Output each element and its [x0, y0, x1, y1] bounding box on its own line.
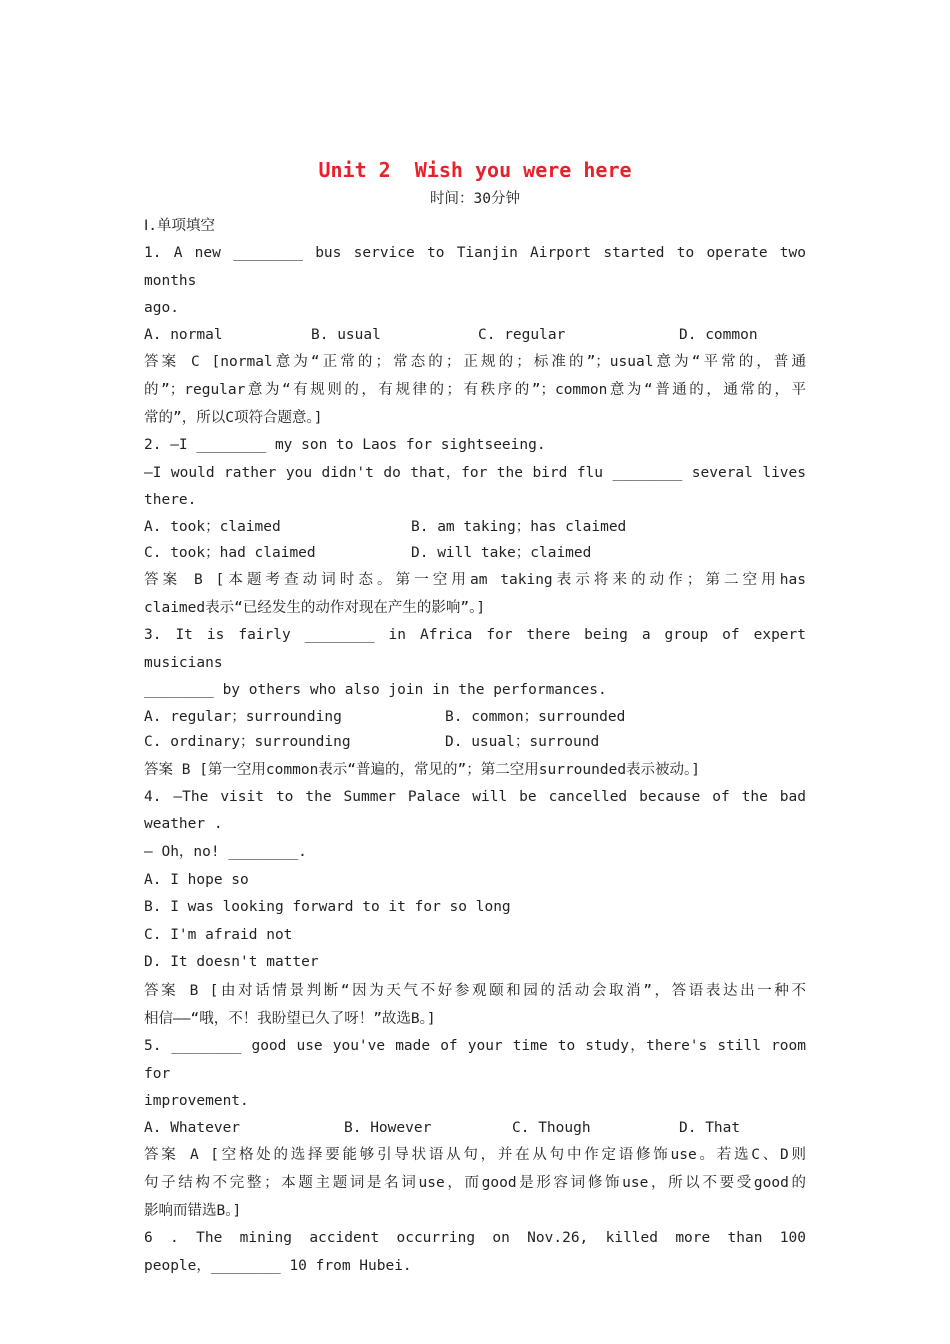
question-text: 1. A new ________ bus service to Tianjin Airport started to operate two months	[144, 245, 806, 289]
option-d: D. It doesn't matter	[144, 954, 319, 971]
answer-text: 答案 C [normal意为“正常的；常态的；正规的；标准的”；usual意为“平常的，普通	[144, 354, 806, 371]
answer-text: 答案 B [本题考查动词时态。第一空用am taking表示将来的动作；第二空用has	[144, 572, 806, 589]
answer-text: 的”；regular意为“有规则的，有规律的；有秩序的”；common意为“普通的，通常的，平	[144, 382, 806, 399]
option-a: A. regular；surrounding	[144, 708, 342, 725]
answer-text: 答案 B [第一空用common表示“普遍的，常见的”；第二空用surrounded表示被动。]	[144, 761, 701, 778]
question-2	[144, 432, 806, 622]
question-text: weather .	[144, 816, 223, 833]
question-text: 6 . The mining accident occurring on Nov.26, killed more than 100	[144, 1230, 806, 1247]
document-page	[144, 155, 806, 1280]
answer-text: claimed表示“已经发生的动作对现在产生的影响”。]	[144, 600, 486, 617]
option-b: B. am taking；has claimed	[411, 519, 627, 536]
question-text: ago.	[144, 300, 179, 317]
question-text: people，________ 10 from Hubei.	[144, 1257, 412, 1274]
answer-text: 答案 B [由对话情景判断“因为天气不好参观颐和园的活动会取消”，答语表达出一种不	[144, 983, 806, 999]
option-a: A. took；claimed	[144, 519, 281, 536]
option-b: B. However	[344, 1119, 432, 1136]
option-b: B. usual	[311, 326, 381, 343]
options-row	[144, 1116, 806, 1142]
option-a: A. normal	[144, 326, 223, 343]
question-text: — Oh，no! ________.	[144, 844, 307, 861]
option-a: A. Whatever	[144, 1119, 241, 1136]
time-limit: 时间：30分钟	[430, 191, 520, 207]
question-4	[144, 784, 806, 1033]
answer-text: 影响而错选B。]	[144, 1203, 242, 1220]
question-6	[144, 1225, 806, 1280]
question-text: improvement.	[144, 1093, 249, 1110]
question-text: 2. —I ________ my son to Laos for sightseeing.	[144, 437, 546, 454]
question-text: ________ by others who also join in the performances.	[144, 682, 607, 699]
options-row	[144, 515, 806, 541]
answer-text: 答案 A [空格处的选择要能够引导状语从句，并在从句中作定语修饰use。若选C、D则	[144, 1147, 806, 1164]
option-b: B. I was looking forward to it for so long	[144, 899, 511, 916]
option-c: C. ordinary；surrounding	[144, 734, 351, 751]
option-c: C. regular	[478, 326, 566, 343]
option-c: C. took；had claimed	[144, 544, 316, 561]
question-3	[144, 622, 806, 784]
options-row	[144, 323, 806, 349]
question-text: 3. It is fairly ________ in Africa for there being a group of expert musicians	[144, 627, 806, 671]
page-title: Unit 2 Wish you were here	[318, 158, 632, 182]
option-d: D. usual；surround	[445, 734, 600, 751]
question-text: there.	[144, 492, 197, 509]
option-d: D. will take；claimed	[411, 544, 592, 561]
option-a: A. I hope so	[144, 871, 249, 888]
options-row	[144, 541, 806, 567]
options-row	[144, 730, 806, 756]
question-text: 5. ________ good use you've made of your time to study，there's still room for	[144, 1038, 806, 1082]
section-heading: Ⅰ.单项填空	[144, 218, 216, 234]
option-d: D. common	[679, 326, 758, 343]
option-c: C. I'm afraid not	[144, 926, 293, 943]
options-row	[144, 705, 806, 731]
question-5	[144, 1033, 806, 1225]
question-text: 4. —The visit to the Summer Palace will be cancelled because of the bad	[144, 788, 806, 805]
option-b: B. common；surrounded	[445, 708, 626, 725]
answer-text: 相信——“哦，不！我盼望已久了呀！”故选B。]	[144, 1011, 436, 1027]
option-c: C. Though	[512, 1119, 591, 1136]
answer-text: 句子结构不完整；本题主题词是名词use，而good是形容词修饰use，所以不要受good的	[144, 1175, 806, 1192]
question-1	[144, 240, 806, 432]
question-text: —I would rather you didn't do that，for the bird flu ________ several lives	[144, 464, 806, 481]
answer-text: 常的”，所以C项符合题意。]	[144, 410, 323, 427]
option-d: D. That	[679, 1119, 741, 1136]
